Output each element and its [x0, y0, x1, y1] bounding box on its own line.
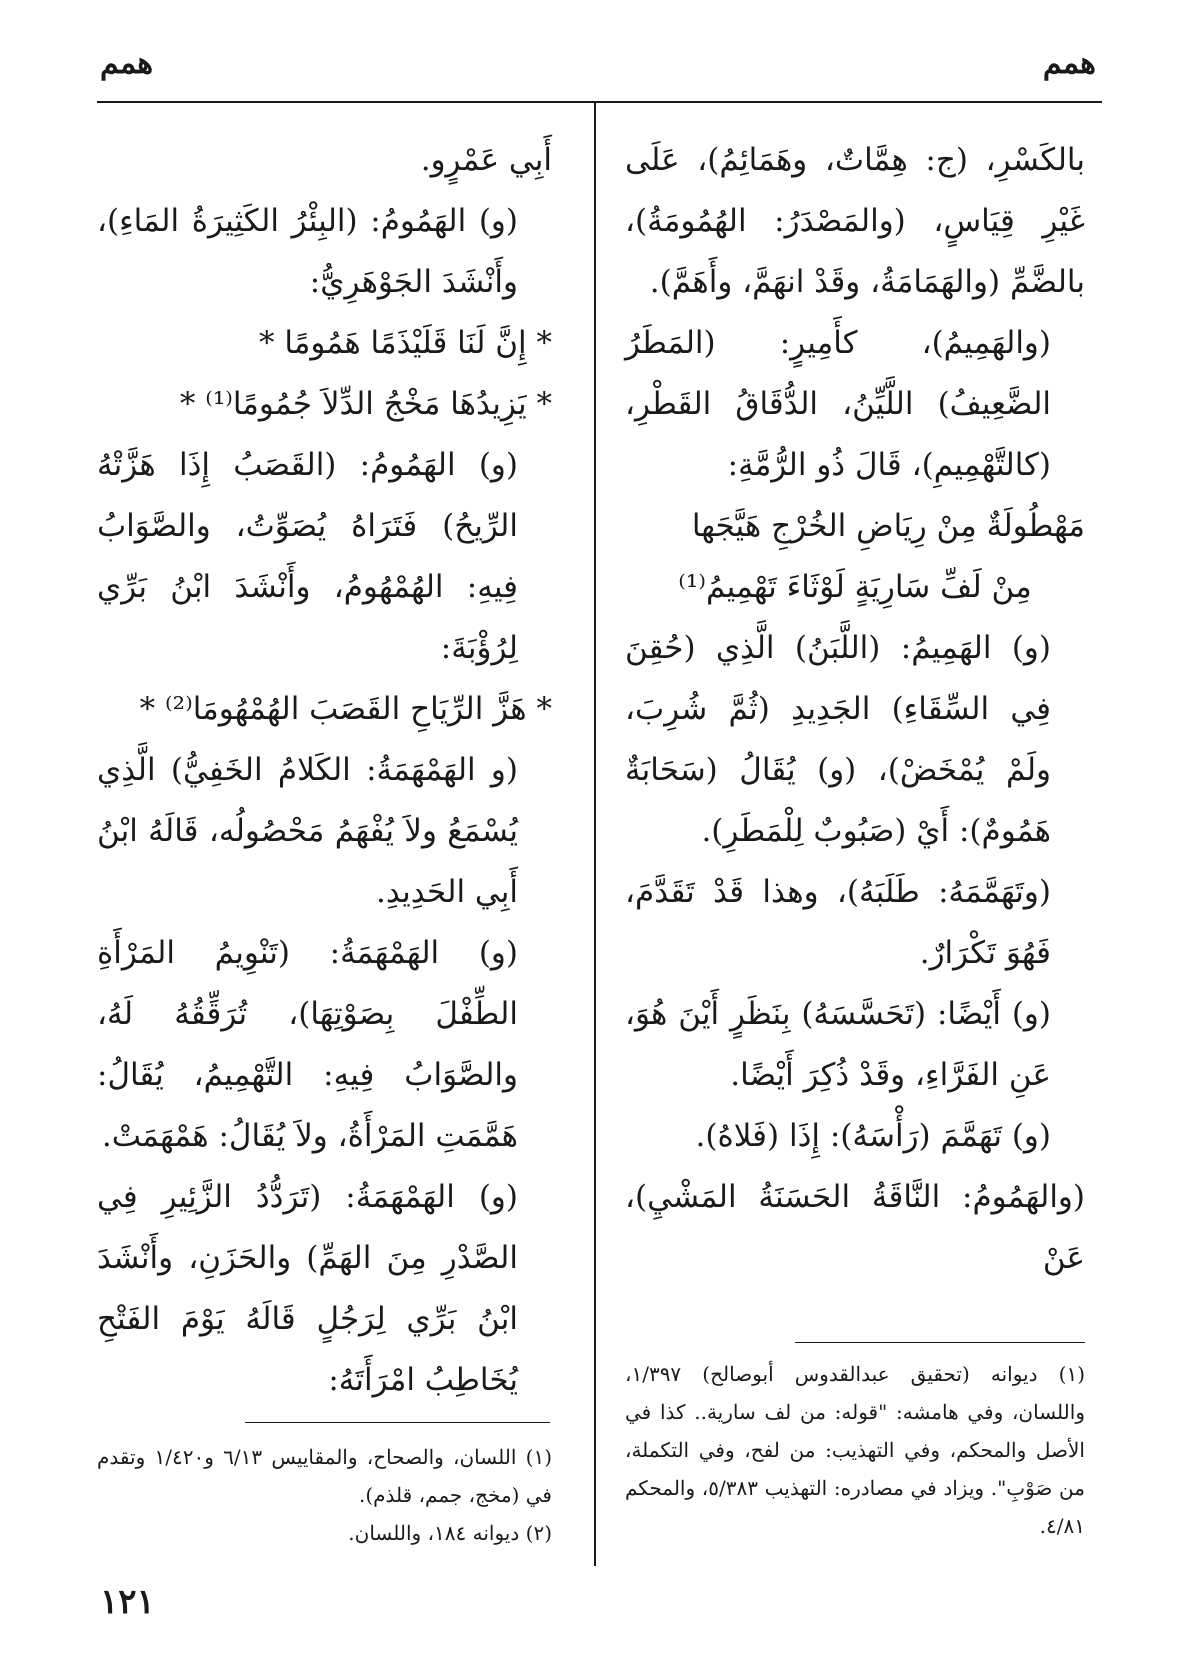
- footnote: (٢) ديوانه ١٨٤، واللسان.: [348, 1521, 552, 1545]
- verse-line: * يَزِيدُهَا مَخْجُ الدِّلاَ جُمُومًا⁽¹⁾ *: [179, 386, 552, 422]
- footnotes-left: [97, 1438, 552, 1552]
- page-number: ١٢١: [100, 1582, 155, 1622]
- paragraph: بالكَسْرِ، (ج: هِمَّاتٌ، وهَمَائِمُ)، عَلَى غَيْرِ قِيَاسٍ، (والمَصْدَرُ: الهُمُومَةُ)، بالضَّمِّ (والهَمَامَةُ، وقَدْ انهَمَّ، وأَهَمَّ).: [625, 142, 1085, 300]
- paragraph: (و) الهَمْهَمَةُ: (تَرَدُّدُ الزَّئِيرِ فِي الصَّدْرِ مِنَ الهَمِّ) والحَزَنِ، وأَنْشَدَ ابْنُ بَرِّي لِرَجُلٍ قَالَهُ يَوْمَ الفَتْحِ يُخَاطِبُ امْرَأَتَهُ:: [97, 1179, 518, 1398]
- paragraph: (وتَهَمَّمَهُ: طَلَبَهُ)، وهذا قَدْ تَقَدَّمَ، فَهُوَ تَكْرَارٌ.: [625, 874, 1051, 971]
- left-column: [97, 130, 552, 1411]
- paragraph: (و) الهَمِيمُ: (اللَّبَنُ) الَّذِي (حُقِنَ فِي السِّقَاءِ) الجَدِيدِ (ثُمَّ شُرِبَ، ولَمْ يُمْخَضْ)، (و) يُقَالُ (سَحَابَةٌ هَمُومٌ): أَيْ (صَبُوبٌ لِلْمَطَرِ).: [625, 630, 1051, 849]
- verse-line: * هَزَّ الرِّيَاحِ القَصَبَ الهُمْهُومَا⁽²⁾ *: [139, 691, 552, 727]
- verse-line: مِنْ لَفِّ سَارِيَةٍ لَوْثَاءَ تَهْمِيمُ⁽¹⁾: [678, 569, 1032, 605]
- header-root-left: همم: [100, 46, 154, 81]
- paragraph: (و) أَيْضًا: (تَحَسَّسَهُ) بِنَظَرٍ أَيْنَ هُوَ، عَنِ الفَرَّاءِ، وقَدْ ذُكِرَ أَيْضًا.: [625, 996, 1051, 1093]
- verse-line: * إِنَّ لَنَا قَلَيْذَمًا هَمُومًا *: [259, 325, 552, 361]
- paragraph: أَبِي عَمْرٍو.: [420, 142, 552, 178]
- right-column: [625, 130, 1085, 1289]
- paragraph: (و) تَهَمَّمَ (رَأْسَهُ): إِذَا (فَلاهُ).: [695, 1118, 1051, 1154]
- footnote: (١) اللسان، والصحاح، والمقاييس ٦/١٣ و١/٤٢٠ وتقدم في (مخج، جمم، قلذم).: [97, 1445, 552, 1507]
- paragraph: (والهَمِيمُ)، كأَمِيرٍ: (المَطَرُ الضَّعِيفُ) اللَّيِّنُ، الدُّقَاقُ القَطْرِ، (كالتَّهْمِيمِ)، قَالَ ذُو الرُّمَّةِ:: [625, 325, 1051, 483]
- footnote-rule-left: [245, 1422, 550, 1423]
- footnote-rule-right: [795, 1342, 1085, 1343]
- paragraph: (و) الهَمُومُ: (القَصَبُ إِذَا هَزَّتْهُ الرِّيحُ) فَتَرَاهُ يُصَوِّتُ، والصَّوَابُ فِيهِ: الهُمْهُومُ، وأَنْشَدَ ابْنُ بَرِّي لِرُؤْبَةَ:: [97, 447, 518, 666]
- header-rule: [97, 101, 1102, 103]
- verse-line: مَهْطُولَةٌ مِنْ رِيَاضِ الخُرْجِ هَيَّجَها: [691, 508, 1085, 544]
- paragraph: (و الهَمْهَمَةُ: الكَلامُ الخَفِيُّ) الَّذِي يُسْمَعُ ولاَ يُفْهَمُ مَحْصُولُه، قَالَهُ ابْنُ أَبِي الحَدِيدِ.: [97, 752, 518, 910]
- header-root-right: همم: [1042, 46, 1096, 81]
- footnote: (١) ديوانه (تحقيق عبدالقدوس أبوصالح) ١/٣٩٧، واللسان، وفي هامشه: "قوله: من لف سارية.. كذا في الأصل والمحكم، وفي التهذيب: من لفح، وفي التكملة، من صَوْبِ". ويزاد في مصادره: التهذيب ٥/٣٨٣، والمحكم ٤/٨١.: [625, 1362, 1085, 1538]
- paragraph: (و) الهَمْهَمَةُ: (تَنْوِيمُ المَرْأَةِ الطِّفْلَ بِصَوْتِهَا)، تُرَقِّقُهُ لَهُ، والصَّوَابُ فِيهِ: التَّهْمِيمُ، يُقَالُ: هَمَّمَتِ المَرْأَةُ، ولاَ يُقَالُ: هَمْهَمَتْ.: [97, 935, 518, 1154]
- footnotes-right: [625, 1355, 1085, 1545]
- column-divider: [594, 101, 596, 1566]
- paragraph: (والهَمُومُ: النَّاقَةُ الحَسَنَةُ المَشْيِ)، عَنْ: [625, 1179, 1085, 1276]
- paragraph: (و) الهَمُومُ: (البِئْرُ الكَثِيرَةُ المَاءِ)، وأَنْشَدَ الجَوْهَرِيُّ:: [97, 203, 518, 300]
